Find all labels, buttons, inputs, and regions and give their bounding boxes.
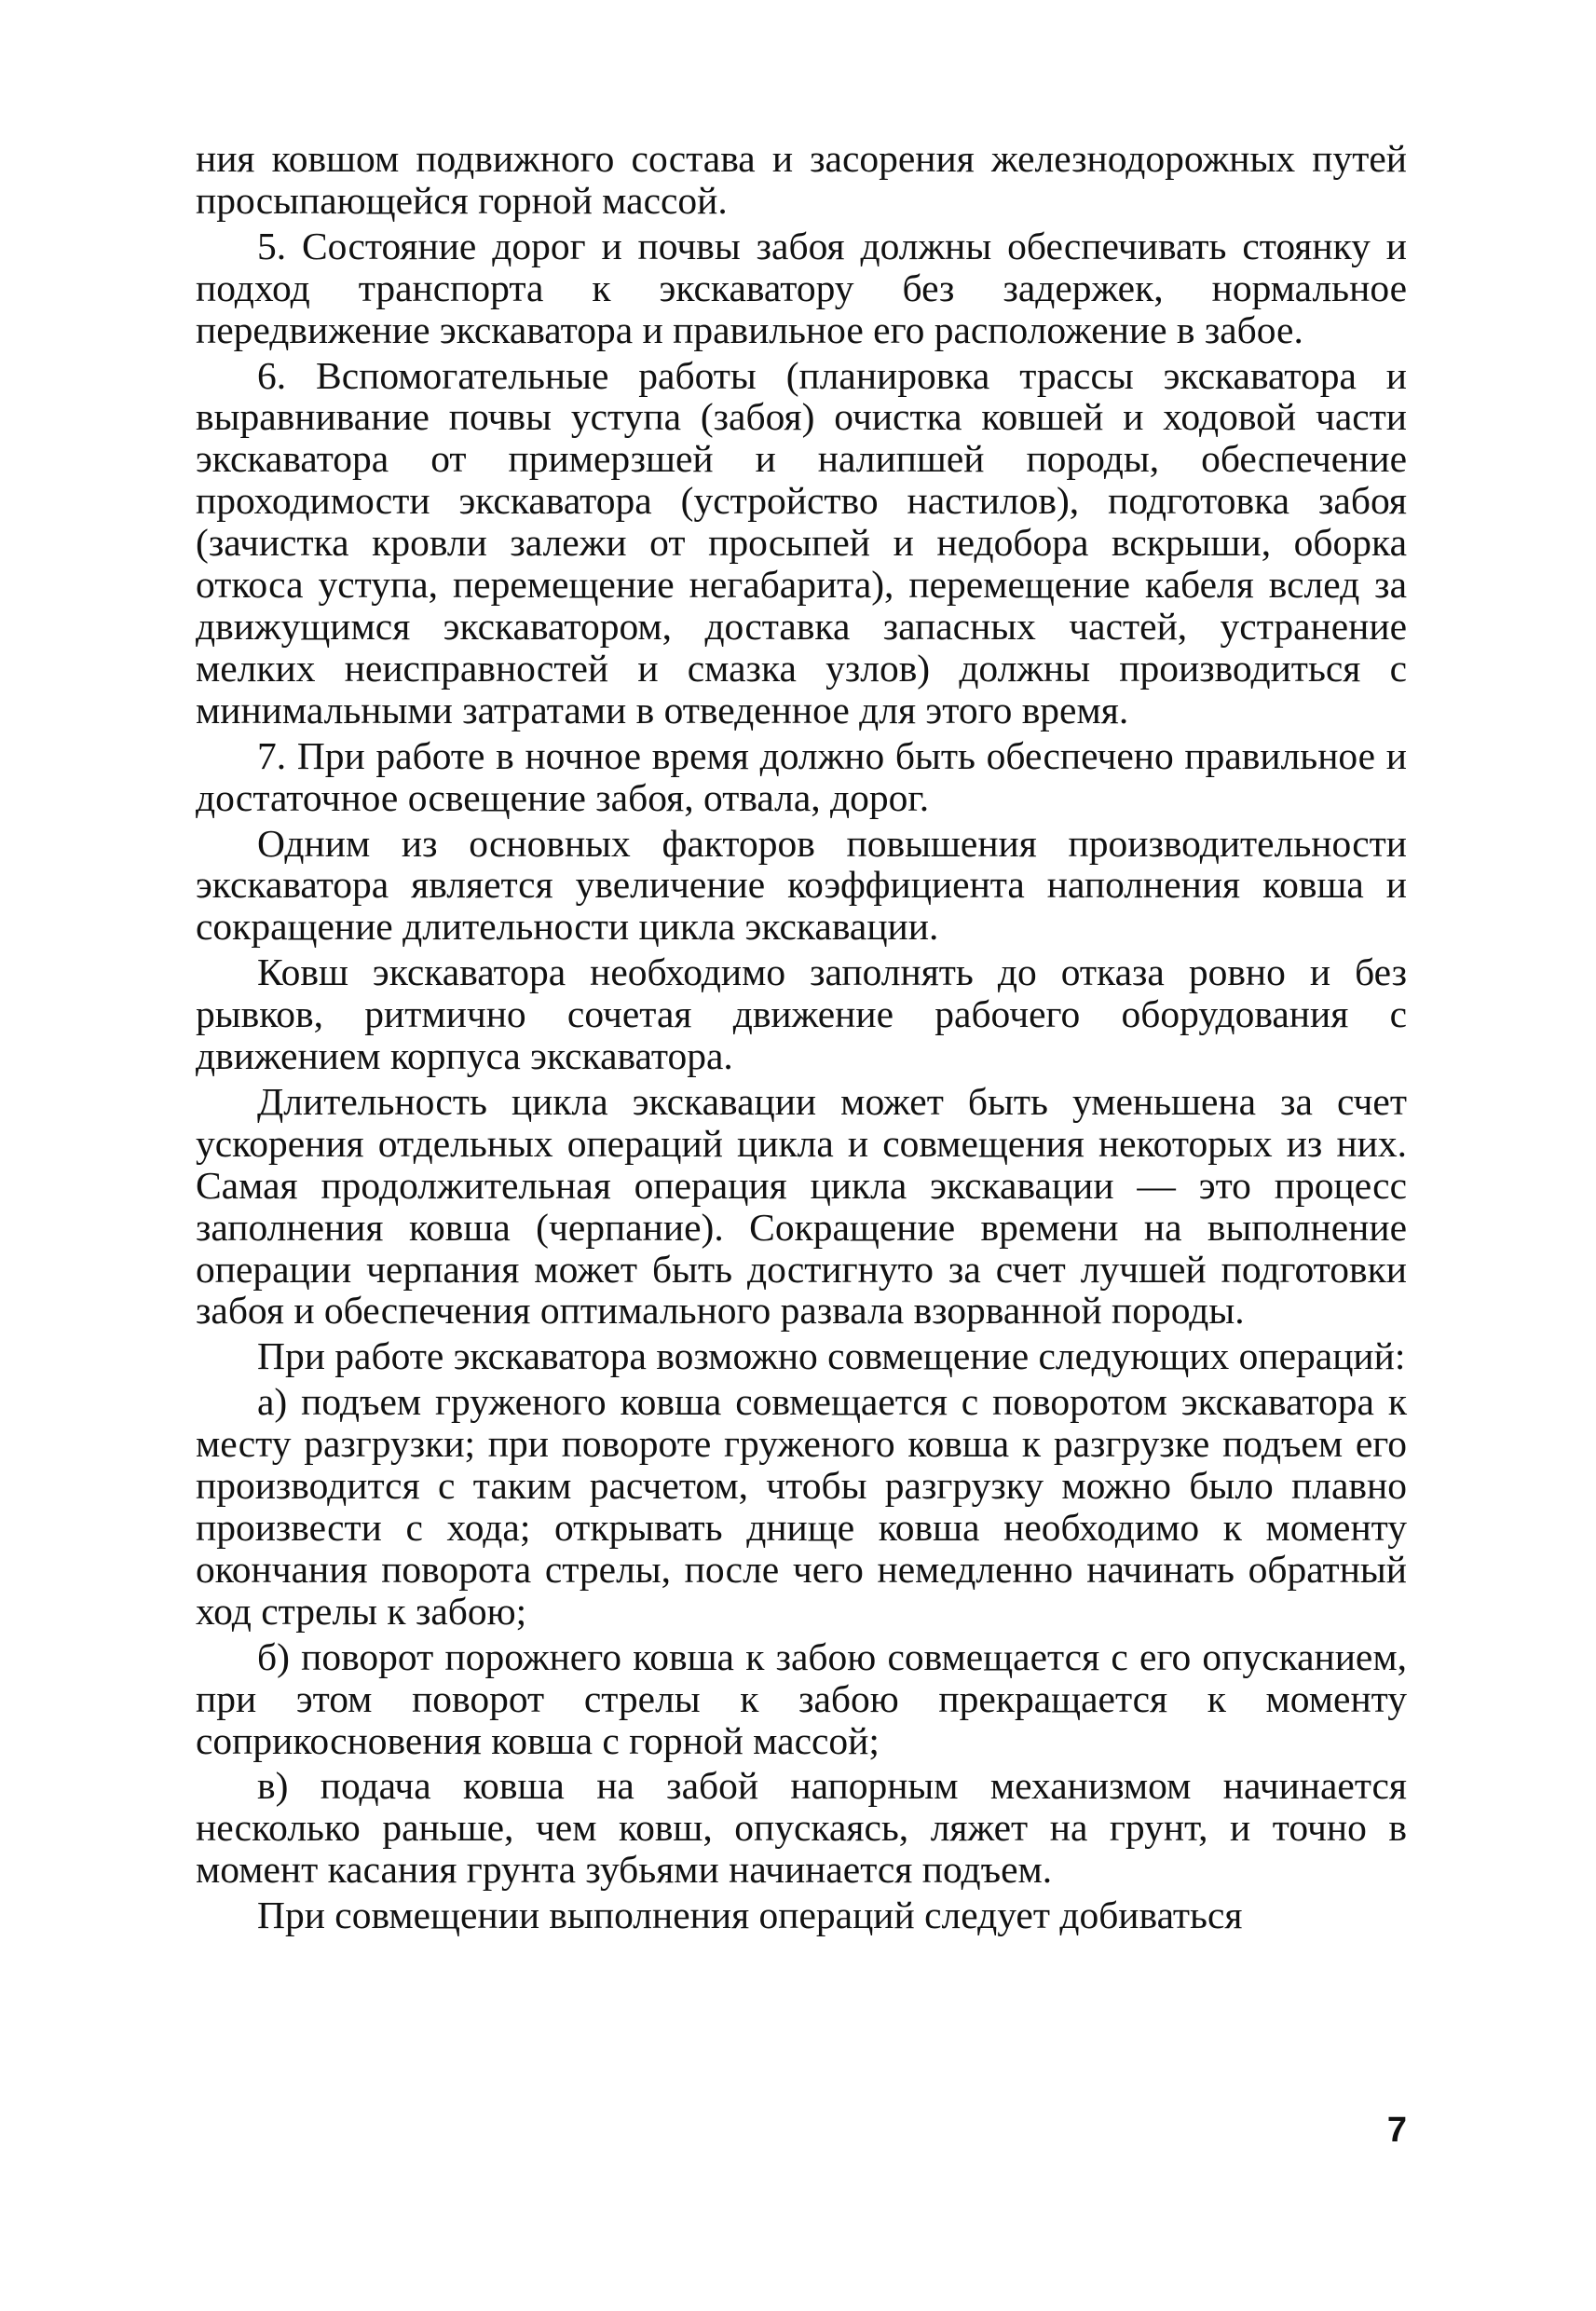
paragraph-bucket-filling: Ковш экскаватора необходимо заполнять до отказа ровно и без рывков, ритмично сочетая движение рабочего оборудования с движением корпуса экскаватора.	[196, 950, 1407, 1078]
page-number: 7	[1386, 2111, 1407, 2150]
paragraph-item-b: б) поворот порожнего ковша к забою совмещается с его опусканием, при этом поворот стрелы к забою прекращается к моменту соприкосновения ковша с горной массой;	[196, 1634, 1407, 1762]
paragraph-cycle-duration: Длительность цикла экскавации может быть уменьшена за счет ускорения отдельных операций цикла и совмещения некоторых из них. Самая продолжительная операция цикла экскавации — это процесс заполнения ковша (черпание). Сокращение времени на выполнение операции черпания может быть достигнуто за счет лучшей подготовки забоя и обеспечения оптимального развала взорванной породы.	[196, 1079, 1407, 1333]
paragraph-item-6: 6. Вспомогательные работы (планировка трассы экскаватора и выравнивание почвы уступа (забоя) очистка ковшей и ходовой части экскаватора от примерзшей и налипшей породы, обеспечение проходимости экскаватора (устройство настилов), подготовка забоя (зачистка кровли залежи от просыпей и недобора вскрыши, оборка откоса уступа, перемещение негабарита), перемещение кабеля вслед за движущимся экскаватором, доставка запасных частей, устранение мелких неисправностей и смазка узлов) должны производиться с минимальными затратами в отведенное для этого время.	[196, 353, 1407, 732]
paragraph-item-a: а) подъем груженого ковша совмещается с поворотом экскаватора к месту разгрузки; при повороте груженого ковша к разгрузке подъем его производится с таким расчетом, чтобы разгрузку можно было плавно произвести с хода; открывать днище ковша необходимо к моменту окончания поворота стрелы, после чего немедленно начинать обратный ход стрелы к забою;	[196, 1380, 1407, 1633]
paragraph-item-v: в) подача ковша на забой напорным механизмом начинается несколько раньше, чем ковш, опускаясь, ляжет на грунт, и точно в момент касания грунта зубьями начинается подъем.	[196, 1764, 1407, 1892]
paragraph-item-7: 7. При работе в ночное время должно быть обеспечено правильное и достаточное освещение забоя, отвала, дорог.	[196, 733, 1407, 819]
paragraph-item-5: 5. Состояние дорог и почвы забоя должны обеспечивать стоянку и подход транспорта к экскаватору без задержек, нормальное передвижение экскаватора и правильное его расположение в забое.	[196, 224, 1407, 351]
paragraph-combination-intro: При работе экскаватора возможно совмещение следующих операций:	[257, 1334, 1406, 1378]
paragraph-productivity: Одним из основных факторов повышения производительности экскаватора является увеличение коэффициента наполнения ковша и сокращение длительности цикла экскавации.	[196, 821, 1407, 949]
paragraph-continuation: ния ковшом подвижного состава и засорения железнодорожных путей просыпающейся горной массой.	[196, 137, 1407, 222]
paragraph-final: При совмещении выполнения операций следует добиваться	[257, 1894, 1243, 1937]
page-body	[196, 138, 1407, 1940]
